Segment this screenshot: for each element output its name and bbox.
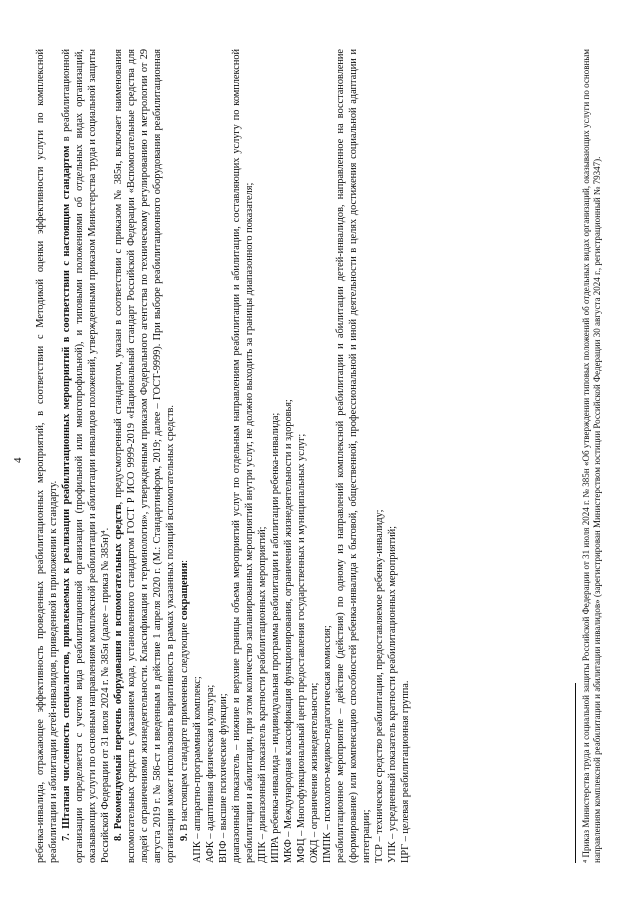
- abbreviation-item: ОЖД – ограничения жизнедеятельности;: [308, 682, 320, 863]
- page-number: 4: [12, 457, 24, 463]
- abbreviation-item: АФК – адаптивная физическая культура;: [204, 684, 216, 863]
- abbreviation-item: ДПК – диапазонный показатель кратности реабилитационных мероприятий;: [256, 526, 268, 863]
- paragraph-9-text: В настоящем стандарте применены следующие: [178, 620, 190, 834]
- abbreviation-item: ТСР – техническое средство реабилитации, предоставляемое ребенку-инвалиду;: [374, 509, 386, 863]
- abbreviation-item: диапазонный показатель – нижние и верхние границы объема мероприятий услуг по отдельным направлениям реабилитации и абилитации, составляющих услугу по комплексной реабилитации и абилитации, при этом количество запланированных мероприятий внутри услуг, не должно выходить за границы диапазонного показателя;: [230, 49, 255, 863]
- paragraph-9: [178, 49, 191, 863]
- paragraph-8-heading: 8. Рекомендуемый перечень оборудования и вспомогательных средств: [113, 504, 125, 841]
- abbreviation-item: ИПРА ребенка-инвалида – индивидуальная программа реабилитации и абилитации ребенка-инвалида;: [269, 412, 281, 863]
- paragraph-9-keyword: сокращения: [178, 562, 190, 621]
- document-body: [34, 49, 412, 863]
- abbreviation-item: УПК – усредненный показатель кратности реабилитационных мероприятий;: [387, 526, 399, 863]
- paragraph-7: [60, 49, 112, 863]
- footnote: ⁴ Приказ Министерства труда и социальной защиты Российской Федерации от 31 июля 2024 г. № 385н «Об утверждении типовых положений об отдельных видах организаций, оказывающих услуги по основным направлениям комплексной реабилитации и абилитации инвалидов» (зарегистрирован Министерством юстиции Российской Федерации 30 августа 2024 г., регистрационный № 79347).: [581, 49, 602, 863]
- abbreviation-item: реабилитационное мероприятие – действие (действия) по одному из направлений комплексной реабилитации и абилитации детей-инвалидов, направленное на восстановление (формирование) или компенсацию способностей ребенка-инвалида к бытовой, общественной, профессиональной и иной деятельности в целях достижения социальной адаптации и интеграции;: [335, 49, 373, 863]
- abbreviation-item: ЦРГ – целевая реабилитационная группа.: [400, 680, 412, 863]
- paragraph-8: [112, 49, 177, 863]
- abbreviation-list: [191, 49, 413, 863]
- abbreviation-item: ВПФ – высшие психические функции;: [217, 693, 229, 863]
- paragraph-8-text: , предусмотренный стандартом, указан в соответствии с приказом № 385н, включает наименования вспомогательных средств с указанием кода, установленного стандартом ГОСТ Р ИСО 9999-2019 «Национальный стандарт Российской Федерации «Вспомогательные средства для людей с ограничениями жизнедеятельности. Классификация и терминология», утвержденным приказом Федерального агентства по техническому регулированию и метрологии от 29 августа 2019 г. № 586-ст и введенным в действие 1 апреля 2020 г. (М.: Стандартинформ, 2019; далее – ГОСТ-9999). При выборе реабилитационного оборудования реабилитационная организация может использовать вариативность в рамках указанных позиций вспомогательных средств.: [113, 49, 177, 863]
- abbreviation-item: МФЦ – Многофункциональный центр предоставления государственных и муниципальных услуг;: [295, 433, 307, 863]
- paragraph-9-number: 9.: [178, 833, 190, 841]
- abbreviation-item: АПК – аппаратно-программный комплекс;: [191, 676, 203, 863]
- paragraph-9-tail: :: [178, 559, 190, 563]
- paragraph-7-heading: 7. Штатная численность специалистов, привлекаемых к реализации реабилитационных мероприятий в соответствии с настоящим стандартом: [61, 145, 73, 841]
- paragraph-7-text: в реабилитационной организации определяется с учетом вида реабилитационной организации (профильной или многопрофильной), и типовыми положениями об отдельных видах организаций, оказывающих услуги по основным направлениям комплексной реабилитации и абилитации инвалидов положений, утвержденными приказом Министерства труда и социальной защиты Российской Федерации от 31 июля 2024 г. № 385н (далее – приказ № 385н)⁴.: [61, 49, 112, 863]
- abbreviation-item: ПМПК – психолого-медико-педагогическая комиссия;: [322, 625, 334, 863]
- abbreviation-item: МКФ – Международная классификация функционирования, ограничений жизнедеятельности и здоровья;: [282, 399, 294, 863]
- paragraph-intro: ребенка-инвалида, отражающее эффективность проведенных реабилитационных мероприятий, в соответствии с Методикой оценки эффективности услуги по комплексной реабилитации и абилитации детей-инвалидов, приведенной в приложении к стандарту.: [35, 49, 60, 863]
- footnote-separator: [575, 683, 576, 863]
